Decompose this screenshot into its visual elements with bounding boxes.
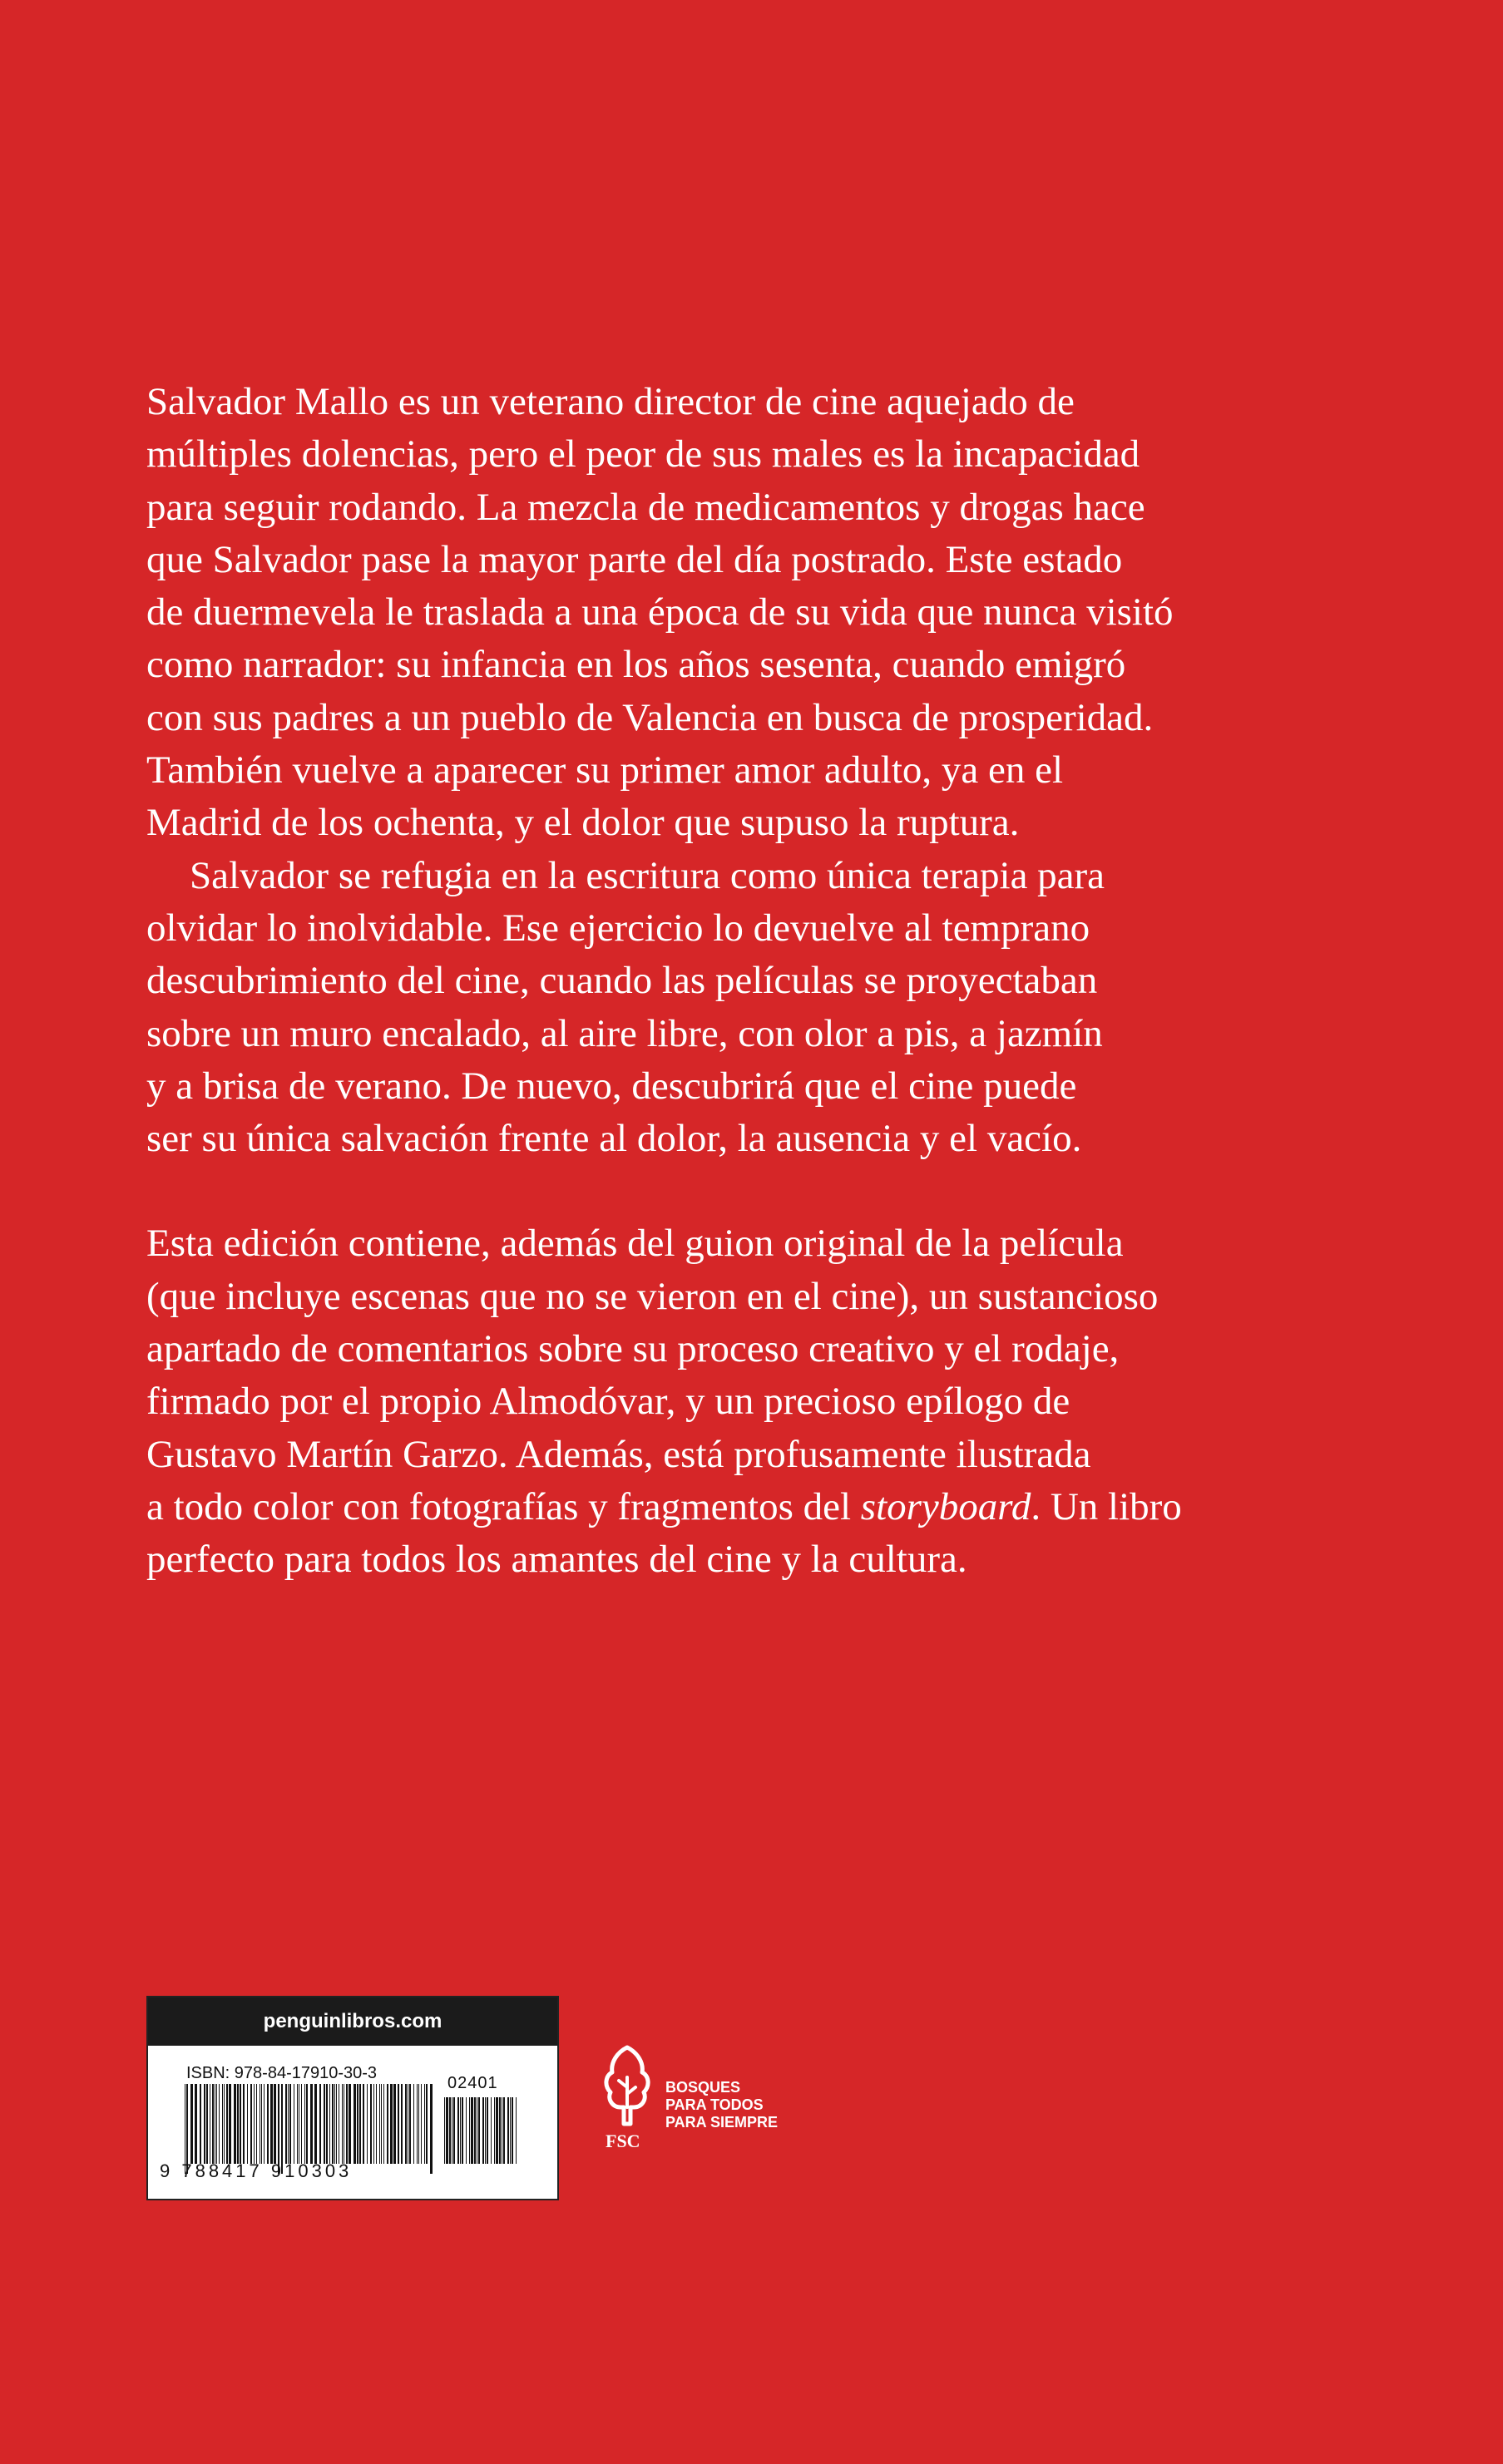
blurb-line: (que incluye escenas que no se vieron en el cine), un sustancioso	[146, 1274, 1159, 1318]
barcode-bar	[222, 2084, 223, 2164]
barcode-bar	[336, 2084, 337, 2164]
barcode-bar	[390, 2084, 393, 2164]
barcode-bar	[363, 2084, 364, 2164]
barcode-bar	[487, 2097, 488, 2164]
blurb-line: con sus padres a un pueblo de Valencia en busca de prosperidad.	[146, 695, 1154, 739]
barcode-bar	[460, 2097, 461, 2164]
barcode-bar	[491, 2097, 492, 2164]
barcode-bar	[413, 2084, 414, 2164]
barcode-bar	[469, 2097, 470, 2164]
barcode-bar	[373, 2084, 374, 2164]
barcode-bar	[329, 2084, 330, 2164]
barcode-bar	[393, 2084, 396, 2164]
barcode-bar	[494, 2097, 495, 2164]
barcode-bar	[357, 2084, 358, 2164]
blurb-line: Salvador se refugia en la escritura como única terapia para	[190, 853, 1105, 897]
barcode-bar	[270, 2084, 273, 2164]
barcode-bar	[267, 2084, 269, 2164]
fsc-slogan-line: PARA SIEMPRE	[665, 2114, 779, 2131]
barcode-bar	[453, 2097, 455, 2164]
blurb-line: Salvador Mallo es un veterano director de cine aquejado de	[146, 380, 1075, 423]
barcode-bar	[206, 2084, 208, 2164]
blurb-line: Madrid de los ochenta, y el dolor que supuso la ruptura.	[146, 801, 1020, 845]
barcode-bar	[409, 2084, 411, 2164]
barcode-bar	[507, 2097, 509, 2164]
barcode-bar	[457, 2097, 459, 2164]
barcode-bar	[367, 2084, 368, 2164]
blurb-line: perfecto para todos los amantes del cine y la cultura.	[146, 1538, 967, 1582]
storyboard-italic: storyboard	[860, 1484, 1031, 1528]
barcode-bar	[237, 2084, 239, 2164]
barcode-bar	[370, 2084, 372, 2164]
barcode-bar	[474, 2097, 476, 2164]
barcode-bar	[264, 2084, 265, 2164]
barcode-bar	[466, 2097, 467, 2164]
barcode-bar	[274, 2084, 276, 2164]
barcode-bar	[401, 2084, 403, 2164]
barcode-bar	[261, 2084, 262, 2164]
barcode-bar	[240, 2084, 241, 2164]
barcode-bar	[424, 2084, 425, 2164]
barcode-bar	[510, 2097, 511, 2164]
barcode-bar	[289, 2084, 291, 2164]
blurb-text: . Un libro	[1031, 1484, 1182, 1528]
barcode-bar	[247, 2084, 248, 2164]
barcode-bar	[421, 2084, 422, 2164]
barcode-bar	[226, 2084, 228, 2164]
blurb-line	[146, 1481, 1377, 1533]
barcode-bar	[288, 2084, 289, 2164]
barcode-bar	[304, 2084, 305, 2164]
blurb-line: También vuelve a aparecer su primer amor adulto, ya en el	[146, 748, 1064, 793]
barcode-bar	[478, 2097, 480, 2164]
blurb-line: y a brisa de verano. De nuevo, descubrirá que el cine puede	[146, 1064, 1077, 1108]
barcode-bar	[405, 2084, 407, 2164]
barcode-bar	[195, 2084, 197, 2164]
barcode-bar	[250, 2084, 252, 2164]
back-cover-blurb	[146, 376, 1377, 1587]
blurb-line: firmado por el propio Almodóvar, y un precioso epílogo de	[146, 1380, 1070, 1424]
barcode-bar	[254, 2084, 255, 2164]
barcode-bar	[285, 2084, 287, 2164]
barcode-bar	[387, 2084, 388, 2164]
barcode-bar	[310, 2084, 313, 2164]
addon-barcode	[444, 2097, 521, 2174]
barcode-bar	[449, 2097, 451, 2164]
barcode-bar	[212, 2084, 214, 2164]
fsc-slogan-line: BOSQUES	[665, 2079, 741, 2096]
addon-code: 02401	[447, 2074, 498, 2092]
blurb-line: Gustavo Martín Garzo. Además, está profusamente ilustrada	[146, 1432, 1091, 1476]
barcode-bar	[462, 2097, 463, 2164]
barcode-bar	[381, 2084, 382, 2164]
barcode-bar	[190, 2084, 193, 2164]
barcode-bar	[224, 2084, 225, 2164]
fsc-slogan-line: PARA TODOS	[665, 2096, 764, 2113]
barcode-bar	[383, 2084, 384, 2164]
barcode-bar	[229, 2084, 231, 2164]
barcode-bar	[359, 2084, 361, 2164]
barcode-bar	[354, 2084, 356, 2164]
publisher-website: penguinlibros.com	[148, 1997, 557, 2046]
barcode-bar	[398, 2084, 399, 2164]
barcode-bar	[306, 2084, 308, 2164]
barcode-bar	[326, 2084, 328, 2164]
fsc-text: FSC	[606, 2131, 640, 2151]
barcode-bar	[301, 2084, 302, 2164]
blurb-line: apartado de comentarios sobre su proceso creativo y el rodaje,	[146, 1327, 1120, 1371]
barcode-bar	[444, 2097, 445, 2164]
barcode-bar	[512, 2097, 513, 2164]
barcode-bar	[499, 2097, 501, 2164]
blurb-line: Esta edición contiene, además del guion original de la película	[146, 1222, 1124, 1266]
blurb-line: sobre un muro encalado, al aire libre, con olor a pis, a jazmín	[146, 1011, 1103, 1055]
barcode-bar	[334, 2084, 335, 2164]
barcode-bar	[216, 2084, 217, 2164]
barcode-bar	[379, 2084, 380, 2164]
barcode-bar	[342, 2084, 343, 2164]
barcode-block	[146, 1996, 559, 2200]
barcode-bar	[204, 2084, 205, 2164]
paragraph-gap	[146, 1165, 1377, 1217]
barcode-bar	[516, 2097, 517, 2164]
barcode-bar	[471, 2097, 473, 2164]
barcode-bar	[417, 2084, 418, 2164]
ean-digits: 9 788417 910303	[160, 2160, 353, 2181]
barcode-bar	[496, 2097, 498, 2164]
barcode-bar	[234, 2084, 236, 2164]
fsc-slogan	[665, 2079, 807, 2131]
barcode-bar	[446, 2097, 448, 2164]
blurb-line: para seguir rodando. La mezcla de medicamentos y drogas hace	[146, 485, 1145, 529]
barcode-bar	[485, 2097, 486, 2164]
barcode-bar	[332, 2084, 334, 2164]
barcode-bar	[314, 2084, 317, 2164]
blurb-line: de duermevela le traslada a una época de su vida que nunca visitó	[146, 590, 1174, 635]
fsc-tree-icon	[602, 2044, 652, 2127]
isbn-text: ISBN: 978-84-17910-30-3	[186, 2064, 378, 2082]
barcode-bar	[219, 2084, 220, 2164]
blurb-line: ser su única salvación frente al dolor, la ausencia y el vacío.	[146, 1117, 1082, 1161]
barcode-bar	[243, 2084, 245, 2164]
barcode-bar	[418, 2084, 419, 2164]
barcode-bar	[324, 2084, 325, 2164]
barcode-bar	[256, 2084, 257, 2164]
blurb-text: a todo color con fotografías y fragmentos del	[146, 1484, 861, 1528]
barcode-bar	[346, 2084, 348, 2164]
blurb-line: que Salvador pase la mayor parte del día postrado. Este estado	[146, 537, 1123, 581]
barcode-bar	[482, 2097, 484, 2164]
blurb-line: descubrimiento del cine, cuando las películas se proyectaban	[146, 959, 1098, 1003]
barcode-bar	[426, 2084, 428, 2164]
barcode-bar	[200, 2084, 201, 2164]
barcode-bar	[319, 2084, 321, 2164]
blurb-line: olvidar lo inolvidable. Ese ejercicio lo devuelve al temprano	[146, 906, 1090, 950]
barcode-bar	[349, 2084, 351, 2164]
fsc-logo	[602, 2044, 802, 2160]
barcode-bar	[376, 2084, 377, 2164]
blurb-line: como narrador: su infancia en los años sesenta, cuando emigró	[146, 643, 1126, 687]
barcode-bar	[503, 2097, 505, 2164]
blurb-line: múltiples dolencias, pero el peor de sus males es la incapacidad	[146, 432, 1140, 477]
barcode-bar	[297, 2084, 298, 2164]
